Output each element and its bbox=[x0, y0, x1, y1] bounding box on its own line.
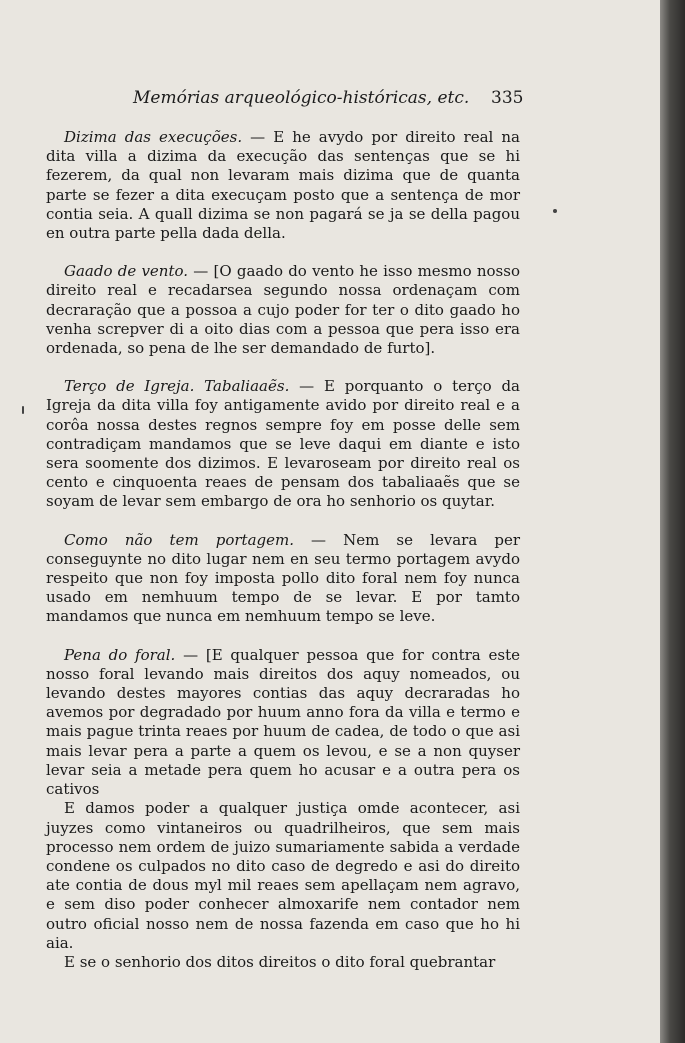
section-heading: Terço de Igreja. Tabaliaaẽs. bbox=[64, 377, 290, 396]
page-header bbox=[0, 88, 660, 116]
paragraph-senhorio bbox=[46, 953, 520, 972]
paragraph-text: — E he avydo por direito real na dita villa a dizima da execução das sentenças que se hi fezerem, da qual non levaram mais dizima que de quanta parte se fezer a dita execuçam posto que a sentença de mor contia seia. A quall dizima se non pagará se ja se della pagou en outra parte pella dada della. bbox=[46, 128, 520, 243]
paragraph-text: E damos poder a qualquer justiça omde acontecer, asi juyzes como vintaneiros ou quadrilheiros, que sem mais processo nem ordem de juizo sumariamente sabida a verdade condene os culpados no dito caso de degredo e asi do direito ate contia de dous myl mil reaes sem apellaçam nem agravo, e sem diso poder conhecer almoxarife nem contador nem outro oficial nosso nem de nossa fazenda em caso que ho hi aia. bbox=[46, 799, 520, 952]
running-title: Memórias arqueológico-históricas, etc. bbox=[133, 88, 470, 108]
paragraph-text: — [O gaado do vento he isso mesmo nosso direito real e recadarsea segundo nossa ordenaçam com decraração que a possoa a cujo poder for ter o dito gaado ho venha screpver di a oito dias com a pessoa que pera isso era ordenada, so pena de lhe ser demandado de furto]. bbox=[46, 262, 520, 358]
paragraph-portagem bbox=[46, 531, 520, 627]
paragraph-poder bbox=[46, 799, 520, 953]
body-text bbox=[46, 128, 520, 972]
ink-speck bbox=[553, 209, 557, 213]
page-number: 335 bbox=[491, 88, 524, 108]
section-heading: Como não tem portagem. bbox=[64, 530, 294, 549]
paragraph-text: E se o senhorio dos ditos direitos o dito foral quebrantar bbox=[64, 952, 496, 971]
ink-speck bbox=[22, 406, 24, 414]
paragraph-dizima bbox=[46, 128, 520, 243]
paragraph-text: — E porquanto o terço da Igreja da dita villa foy antigamente avido por direito real e a corôa nossa destes regnos sempre foy em posse delle sem contradiçam mandamos que se leve daqui em diante e isto sera soomente dos dizimos. E levaroseam por direito real os cento e cinquoenta reaes de pensam dos tabaliaaẽs que se soyam de levar sem embargo de ora ho senhorio os quytar. bbox=[46, 377, 520, 511]
paragraph-pena bbox=[46, 646, 520, 800]
section-heading: Gaado de vento. bbox=[64, 262, 189, 281]
section-heading: Pena do foral. bbox=[64, 645, 176, 664]
paragraph-gaado bbox=[46, 262, 520, 358]
paragraph-text: — Nem se levara per conseguynte no dito lugar nem en seu termo portagem avydo respeito que non foy imposta pollo dito foral nem foy nunca usado em nemhuum tempo de se levar. E por tamto mandamos que nunca em nemhuum tempo se leve. bbox=[46, 530, 520, 626]
section-heading: Dizima das execuções. bbox=[64, 128, 243, 146]
page-gutter-shadow bbox=[660, 0, 685, 1043]
paragraph-text: — [E qualquer pessoa que for contra este nosso foral levando mais direitos dos aquy nomeados, ou levando destes mayores contias das aquy decraradas ho avemos por degradado por huum anno fora da villa e termo e mais pague trinta reaes por huum de cadea, de todo o que asi mais levar pera a parte a quem os levou, e se a non quyser levar seia a metade pera quem ho acusar e a outra pera os cativos bbox=[46, 645, 520, 799]
paragraph-terco bbox=[46, 377, 520, 511]
